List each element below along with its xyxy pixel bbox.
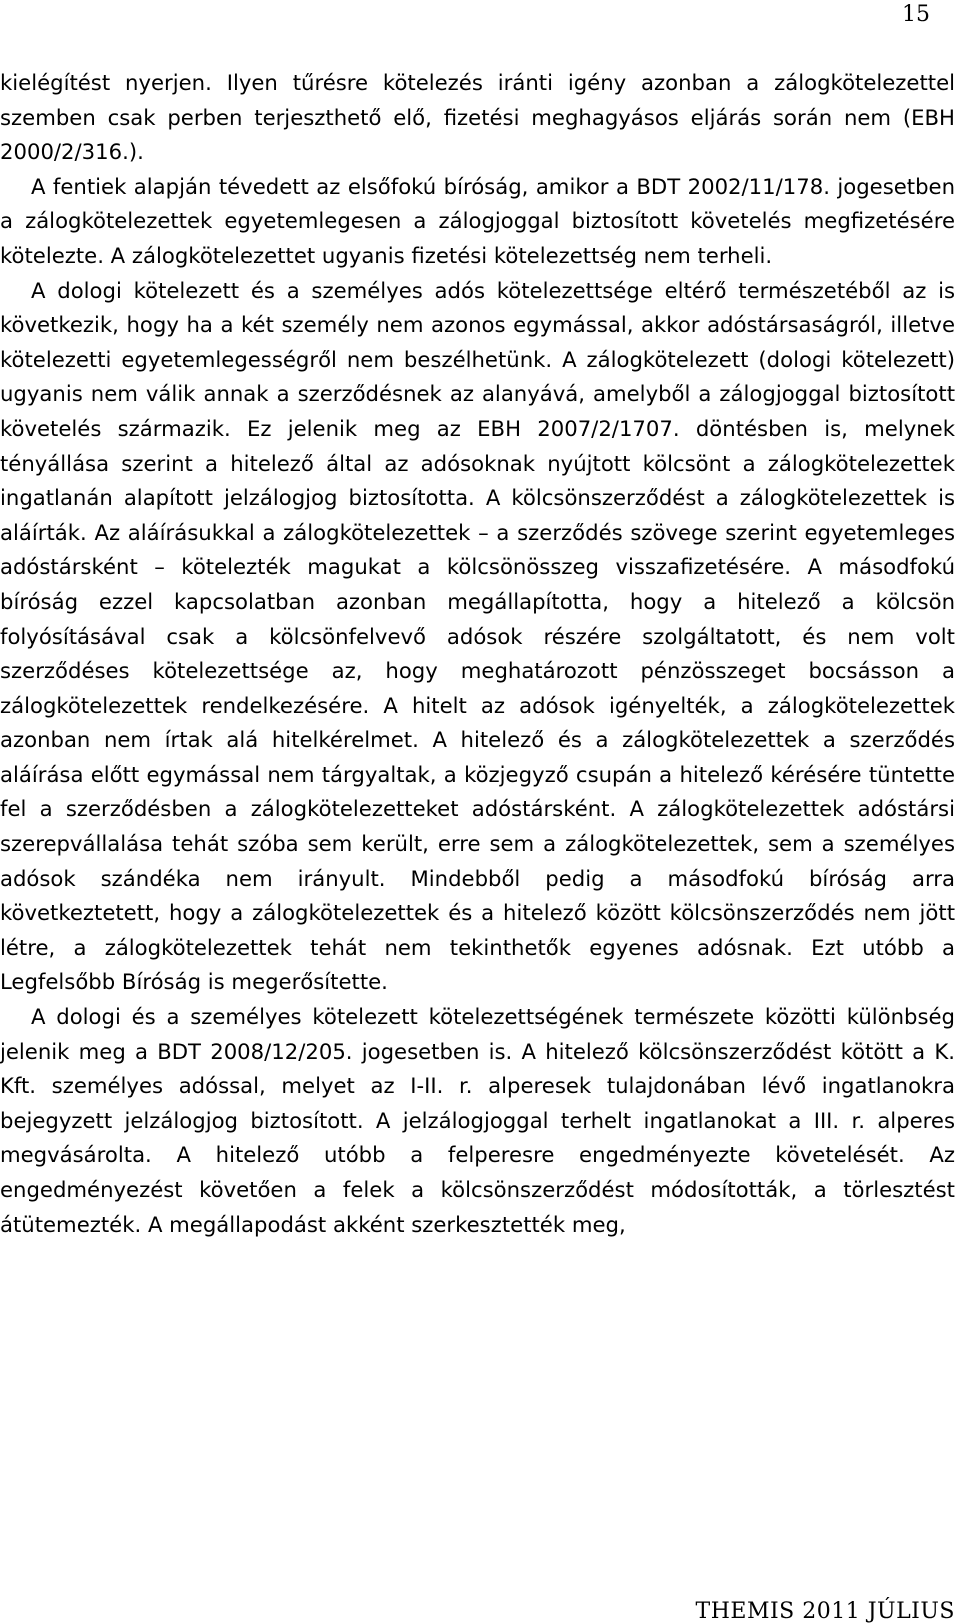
document-body [0, 66, 955, 1242]
page-footer: THEMIS 2011 JÚLIUS [695, 1599, 955, 1624]
paragraph-2: A fentiek alapján tévedett az elsőfokú bíróság, amikor a BDT 2002/11/178. jogesetben a zálogkötelezettek egyetemlegesen a zálogjoggal biztosított követelés megfizetésére kötelezte. A zálogkötelezettet ugyanis fizetési kötelezettség nem terheli. [0, 173, 955, 268]
paragraph-3: A dologi kötelezett és a személyes adós kötelezettsége eltérő természetéből az is következik, hogy ha a két személy nem azonos egymással, akkor adóstársaságról, illetve kötelezetti egyetemlegességről nem beszélhetünk. A zálogkötelezett (dologi kötelezett) ugyanis nem válik annak a szerződésnek az alanyává, amelyből a zálogjoggal biztosított követelés származik. Ez jelenik meg az EBH 2007/2/1707. döntésben is, melynek tényállása szerint a hitelező által az adósoknak nyújtott kölcsönt a zálogkötelezettek ingatlanán alapított jelzálogjog biztosította. A kölcsönszerződést a zálogkötelezettek is aláírták. Az aláírásukkal a zálogkötelezettek – a szerződés szövege szerint egyetemleges adóstársként – kötelezték magukat a kölcsönösszeg visszafizetésére. A másodfokú bíróság ezzel kapcsolatban azonban megállapította, hogy a hitelező a kölcsön folyósításával csak a kölcsönfelvevő adósok részére szolgáltatott, és nem volt szerződéses kötelezettsége az, hogy meghatározott pénzösszeget bocsásson a zálogkötelezettek rendelkezésére. A hitelt az adósok igényelték, a zálogkötelezettek azonban nem írtak alá hitelkérelmet. A hitelező és a zálogkötelezettek a szerződés aláírása előtt egymással nem tárgyaltak, a közjegyző csupán a hitelező kérésére tüntette fel a szerződésben a zálogkötelezetteket adóstársként. A zálogkötelezettek adóstársi szerepvállalása tehát szóba sem került, erre sem a zálogkötelezettek, sem a személyes adósok szándéka nem irányult. Mindebből pedig a másodfokú bíróság arra következtetett, hogy a zálogkötelezettek és a hitelező között kölcsönszerződés nem jött létre, a zálogkötelezettek tehát nem tekinthetők egyenes adósnak. Ezt utóbb a Legfelsőbb Bíróság is megerősítette. [0, 277, 955, 995]
page-number: 15 [902, 2, 930, 27]
paragraph-1: kielégítést nyerjen. Ilyen tűrésre kötelezés iránti igény azonban a zálogkötelezettel szemben csak perben terjeszthető elő, fizetési meghagyásos eljárás során nem (EBH 2000/2/316.). [0, 70, 955, 165]
paragraph-4: A dologi és a személyes kötelezett kötelezettségének természete közötti különbség jelenik meg a BDT 2008/12/205. jogesetben is. A hitelező kölcsönszerződést kötött a K. Kft. személyes adóssal, melyet az I-II. r. alperesek tulajdonában lévő ingatlanokra bejegyzett jelzálogjog biztosított. A jelzálogjoggal terhelt ingatlanokat a III. r. alperes megvásárolta. A hitelező utóbb a felperesre engedményezte követelését. Az engedményezést követően a felek a kölcsönszerződést módosították, a törlesztést átütemezték. A megállapodást akként szerkesztették meg, [0, 1004, 955, 1237]
